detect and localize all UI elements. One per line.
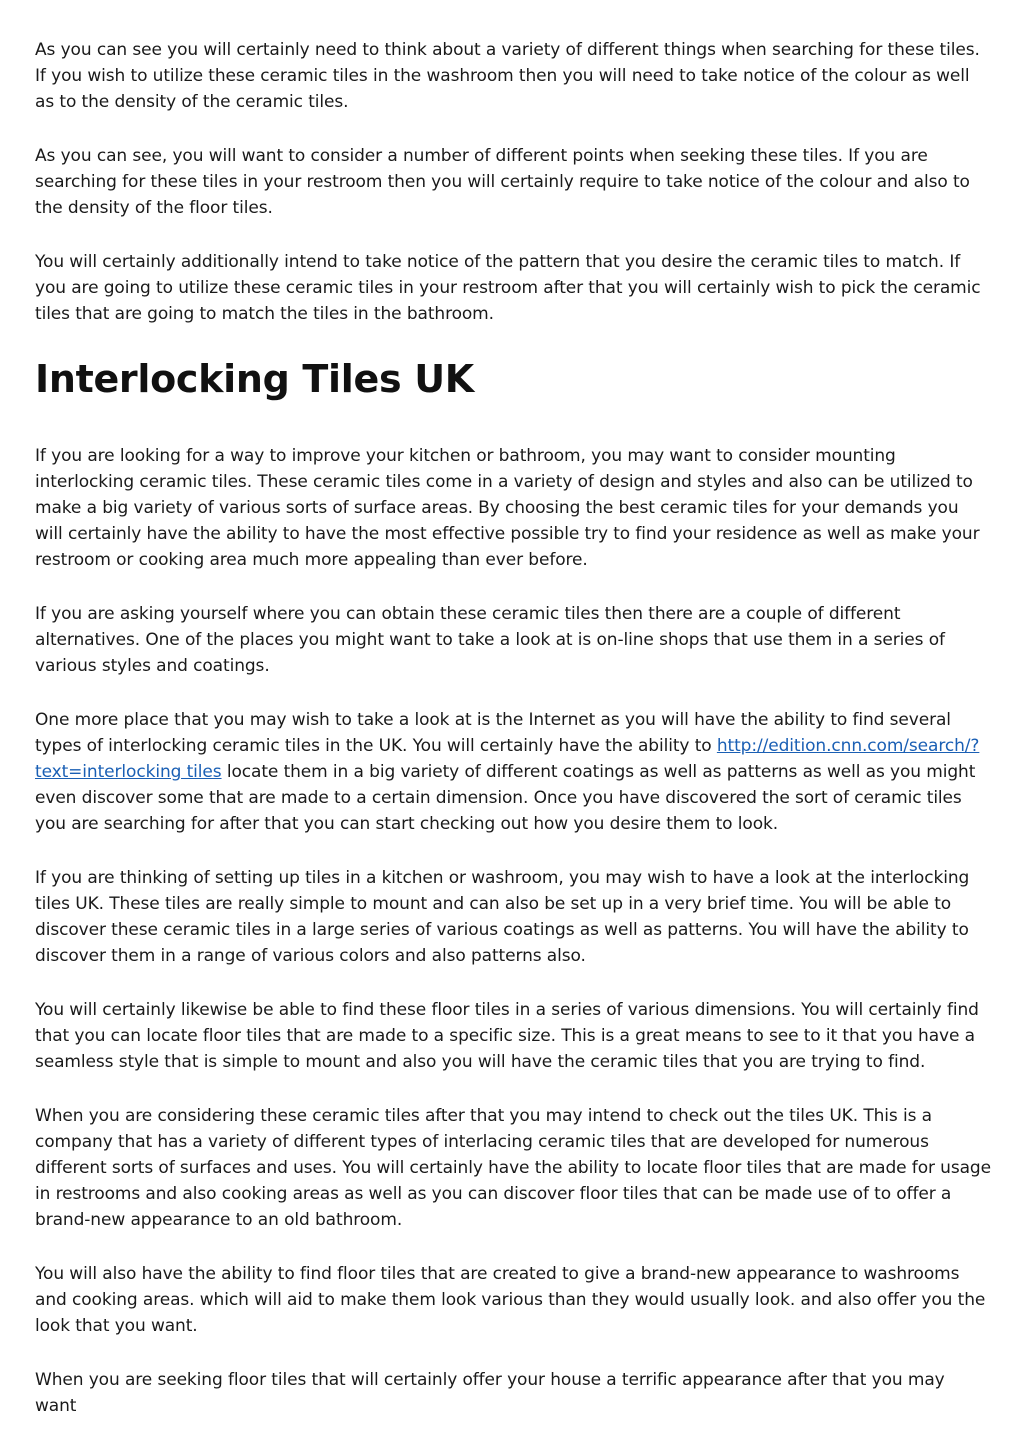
paragraph: You will certainly additionally intend to take notice of the pattern that you desire the ceramic tiles to match. If you are going to utilize these ceramic tiles in your restroom after that you will certainly wish to pick the ceramic tiles that are going to match the tiles in the bathroom. [35, 252, 981, 324]
paragraph: If you are asking yourself where you can obtain these ceramic tiles then there are a couple of different alternatives. One of the places you might want to take a look at is on-line shops that use them in a series of various styles and coatings. [35, 604, 945, 676]
paragraph: As you can see you will certainly need to think about a variety of different things when searching for these tiles. If you wish to utilize these ceramic tiles in the washroom then you will need to take notice of the colour as well as to the density of the ceramic tiles. [35, 40, 980, 112]
paragraph-text-before-link: One more place that you may wish to take a look at is the Internet as you will have the ability to find several types of interlocking ceramic tiles in the UK. You will certainly have the ability to [35, 710, 951, 756]
paragraph-text-after-link: locate them in a big variety of different coatings as well as patterns as well as you might even discover some that are made to a certain dimension. Once you have discovered the sort of ceramic tiles you are searching for after that you can start checking out how you desire them to look. [35, 762, 976, 834]
paragraph: If you are looking for a way to improve your kitchen or bathroom, you may want to consider mounting interlocking ceramic tiles. These ceramic tiles come in a variety of design and styles and also can be utilized to make a big variety of various sorts of surface areas. By choosing the best ceramic tiles for your demands you will certainly have the ability to have the most effective possible try to find your residence as well as make your restroom or cooking area much more appealing than ever before. [35, 446, 980, 570]
paragraph: If you are thinking of setting up tiles in a kitchen or washroom, you may wish to have a look at the interlocking tiles UK. These tiles are really simple to mount and can also be set up in a very brief time. You will be able to discover these ceramic tiles in a large series of various coatings as well as patterns. You will have the ability to discover them in a range of various colors and also patterns also. [35, 868, 970, 966]
document-page [35, 37, 991, 1419]
paragraph: As you can see, you will want to consider a number of different points when seeking these tiles. If you are searching for these tiles in your restroom then you will certainly require to take notice of the colour and also to the density of the floor tiles. [35, 146, 970, 218]
section-heading: Interlocking Tiles UK [35, 357, 474, 401]
cnn-search-link[interactable]: http://edition.cnn.com/search/?text=interlocking tiles [35, 736, 980, 782]
paragraph: You will certainly likewise be able to find these floor tiles in a series of various dimensions. You will certainly find that you can locate floor tiles that are made to a specific size. This is a great means to see to it that you have a seamless style that is simple to mount and also you will have the ceramic tiles that you are trying to find. [35, 1000, 979, 1072]
paragraph: You will also have the ability to find floor tiles that are created to give a brand-new appearance to washrooms and cooking areas. which will aid to make them look various than they would usually look. and also offer you the look that you want. [35, 1264, 986, 1336]
paragraph: When you are considering these ceramic tiles after that you may intend to check out the tiles UK. This is a company that has a variety of different types of interlacing ceramic tiles that are developed for numerous different sorts of surfaces and uses. You will certainly have the ability to locate floor tiles that are made for usage in restrooms and also cooking areas as well as you can discover floor tiles that can be made use of to offer a brand-new appearance to an old bathroom. [35, 1106, 991, 1230]
paragraph: When you are seeking floor tiles that will certainly offer your house a terrific appearance after that you may want [35, 1370, 945, 1416]
paragraph-with-link [35, 707, 991, 837]
